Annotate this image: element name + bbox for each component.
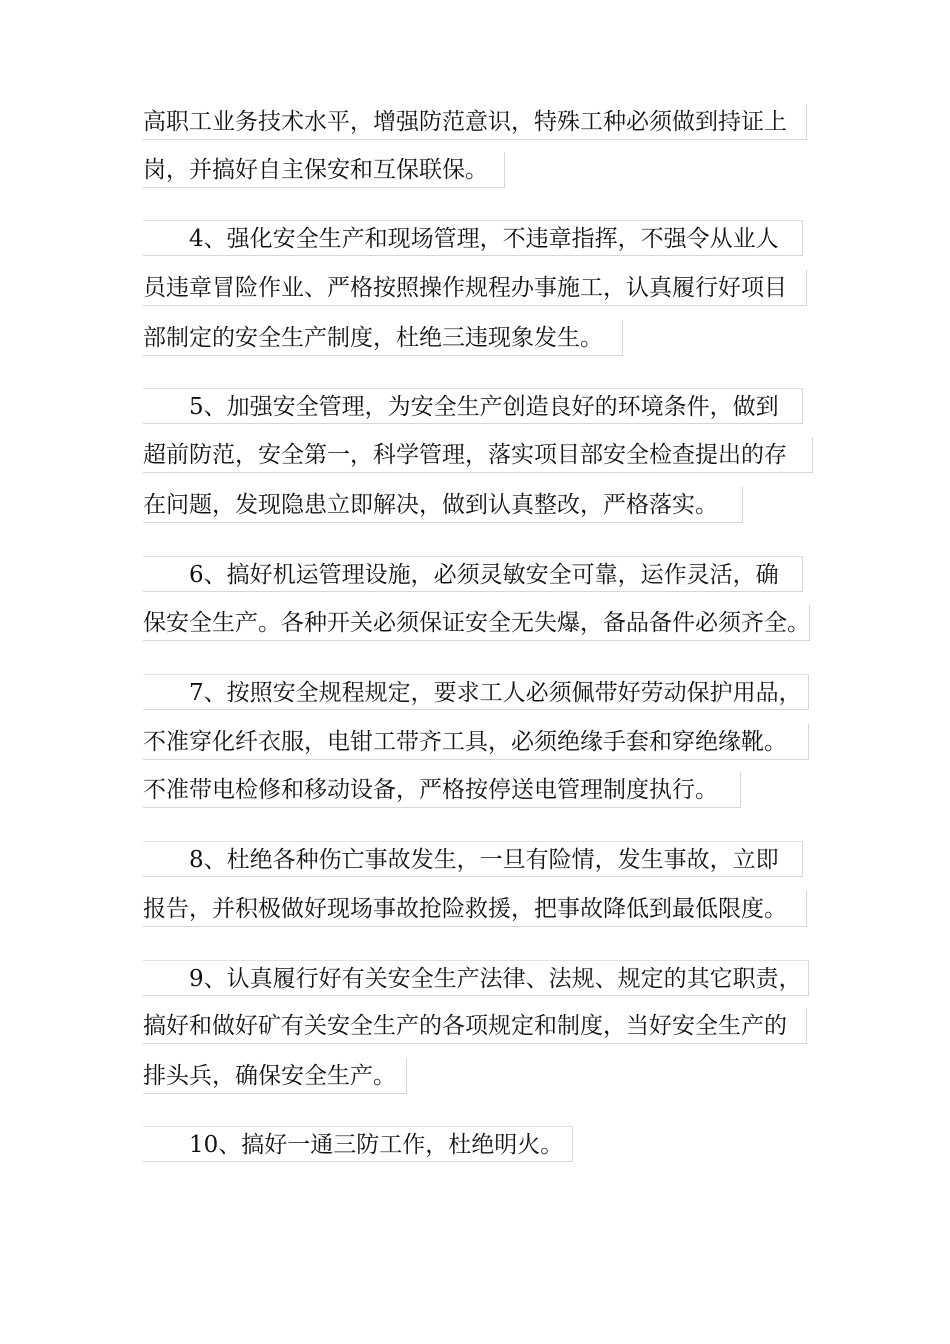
paragraph-line — [143, 674, 809, 710]
paragraph-line — [143, 1058, 407, 1094]
paragraph-line — [143, 772, 741, 808]
line-text: 部制定的安全生产制度，杜绝三违现象发生。 — [143, 325, 603, 351]
paragraph-line — [143, 960, 809, 996]
line-text: 在问题，发现隐患立即解决，做到认真整改，严格落实。 — [143, 492, 718, 518]
paragraph-line — [143, 724, 809, 760]
line-text: 高职工业务技术水平，增强防范意识，特殊工种必须做到持证上 — [143, 109, 787, 135]
line-text: 不准带电检修和移动设备，严格按停送电管理制度执行。 — [143, 777, 718, 803]
paragraph-line — [143, 605, 810, 641]
paragraph-line — [143, 388, 803, 424]
paragraph-line — [143, 152, 505, 188]
line-text: 10、搞好一通三防工作，杜绝明火。 — [189, 1132, 564, 1158]
line-text: 岗，并搞好自主保安和互保联保。 — [143, 157, 488, 183]
line-text: 6、搞好机运管理设施，必须灵敏安全可靠，运作灵活，确 — [189, 562, 779, 588]
paragraph-line — [143, 1008, 807, 1044]
line-text: 7、按照安全规程规定，要求工人必须佩带好劳动保护用品， — [189, 680, 802, 706]
paragraph-line — [143, 104, 807, 140]
line-text: 报告，并积极做好现场事故抢险救援，把事故降低到最低限度。 — [143, 896, 787, 922]
line-text: 8、杜绝各种伤亡事故发生，一旦有险情，发生事故，立即 — [189, 847, 779, 873]
paragraph-line — [143, 270, 807, 306]
paragraph-line — [143, 320, 623, 356]
line-text: 不准穿化纤衣服，电钳工带齐工具，必须绝缘手套和穿绝缘靴。 — [143, 729, 787, 755]
paragraph-line — [143, 1126, 573, 1162]
line-text: 员违章冒险作业、严格按照操作规程办事施工，认真履行好项目 — [143, 275, 787, 301]
paragraph-line — [143, 487, 743, 523]
paragraph-line — [143, 891, 807, 927]
line-text: 排头兵，确保安全生产。 — [143, 1063, 396, 1089]
line-text: 超前防范，安全第一，科学管理，落实项目部安全检查提出的存 — [143, 442, 787, 468]
line-text: 保安全生产。各种开关必须保证安全无失爆，备品备件必须齐全。 — [143, 610, 810, 636]
paragraph-line — [143, 556, 803, 592]
line-text: 4、强化安全生产和现场管理，不违章指挥，不强令从业人 — [189, 226, 779, 252]
paragraph-line — [143, 437, 813, 473]
line-text: 搞好和做好矿有关安全生产的各项规定和制度，当好安全生产的 — [143, 1013, 787, 1039]
line-text: 9、认真履行好有关安全生产法律、法规、规定的其它职责， — [189, 966, 802, 992]
paragraph-line — [143, 220, 803, 256]
line-text: 5、加强安全管理，为安全生产创造良好的环境条件，做到 — [189, 394, 779, 420]
paragraph-line — [143, 841, 803, 877]
